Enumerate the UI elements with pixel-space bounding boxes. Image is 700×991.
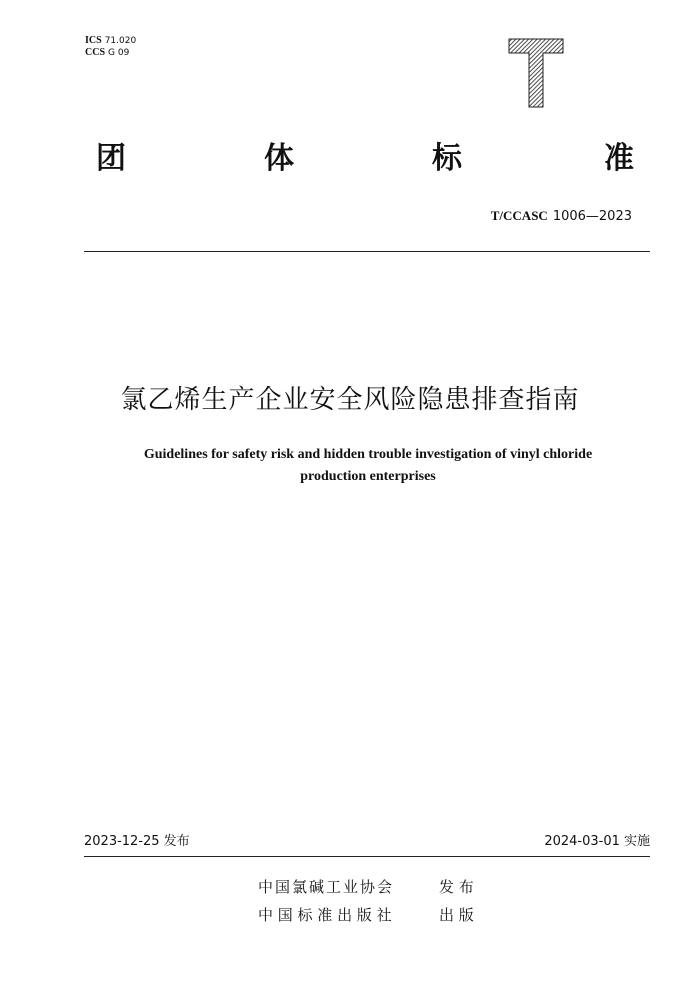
implementation-date: 2024-03-01 实施 xyxy=(544,834,650,849)
standard-type-char-3: 标 xyxy=(432,141,462,176)
ics-value: 71.020 xyxy=(104,36,137,46)
standard-type-char-4: 准 xyxy=(604,141,634,176)
publishing-house: 中 国 标 准 出 版 社 xyxy=(258,906,392,924)
document-title-zh: 氯乙烯生产企业安全风险隐患排查指南 xyxy=(120,385,580,415)
ics-label: ICS xyxy=(85,35,102,46)
standard-type-char-1: 团 xyxy=(96,141,126,176)
document-title-en xyxy=(90,444,646,488)
ccs-value: G 09 xyxy=(108,48,130,58)
bottom-divider xyxy=(84,856,650,857)
standard-category-mark xyxy=(508,38,564,108)
document-title-en-line2: production enterprises xyxy=(300,469,436,484)
ccs-label: CCS xyxy=(85,47,106,58)
standard-number-value: 1006—2023 xyxy=(552,209,632,224)
issuing-role: 发 布 xyxy=(439,878,474,896)
ccs-code xyxy=(85,47,129,59)
ics-code xyxy=(85,35,136,47)
standard-number xyxy=(491,208,632,224)
document-title-en-line1: Guidelines for safety risk and hidden trouble investigation of vinyl chloride xyxy=(143,447,593,462)
publishing-role: 出 版 xyxy=(439,906,474,924)
issuing-organization: 中国氯碱工业协会 xyxy=(258,878,395,896)
standard-number-prefix: T/CCASC xyxy=(490,208,548,223)
standard-type-char-2: 体 xyxy=(264,141,294,176)
issue-date: 2023-12-25 发布 xyxy=(84,834,190,849)
top-divider xyxy=(84,251,650,252)
